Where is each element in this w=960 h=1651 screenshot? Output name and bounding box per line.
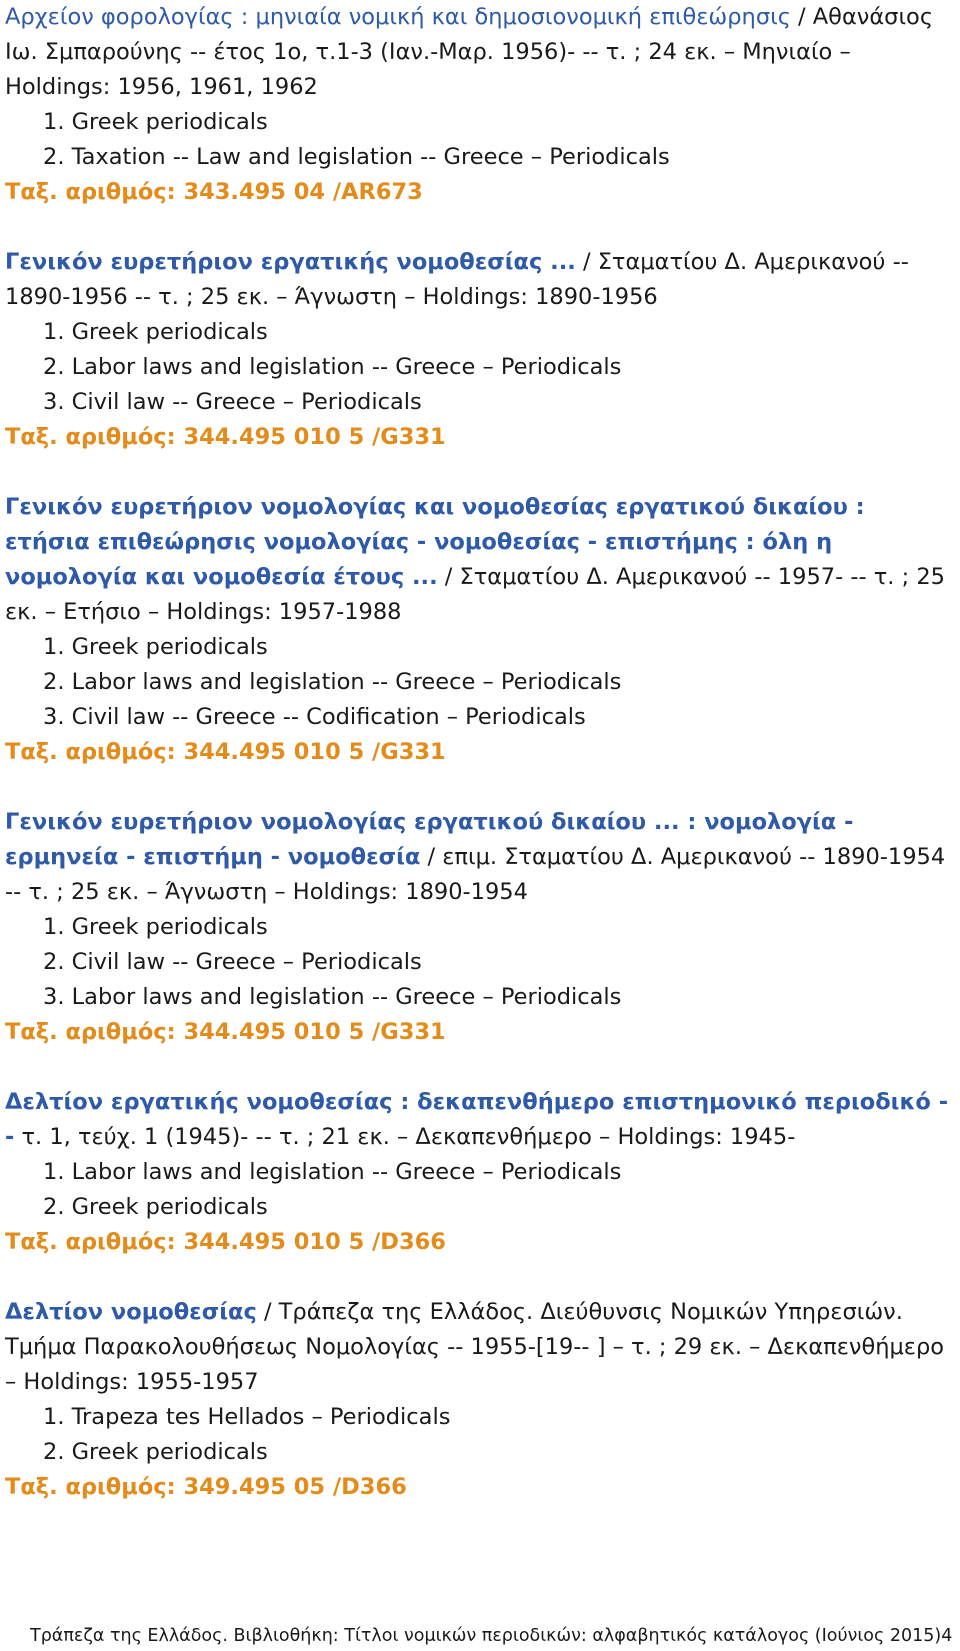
entry-details: / Σταματίου Δ. Αμερικανού -- 1957- -- τ. ; 25 εκ. – Ετήσιο – Holdings: 1957-1988 [5, 564, 945, 625]
call-number: Ταξ. αριθμός: 349.495 05 /D366 [5, 1474, 407, 1500]
catalog-entry [5, 805, 955, 1050]
subject-item: 3. Civil law -- Greece -- Codification – Periodicals [43, 704, 586, 730]
call-number: Ταξ. αριθμός: 344.495 010 5 /G331 [5, 424, 446, 450]
subject-item: 3. Labor laws and legislation -- Greece – Periodicals [43, 984, 622, 1010]
subject-item: 2. Labor laws and legislation -- Greece – Periodicals [43, 354, 622, 380]
entry-details: / Αθανάσιος Ιω. Σμπαρούνης -- έτος 1ο, τ.1-3 (Ιαν.-Μαρ. 1956)- -- τ. ; 24 εκ. – Μηνιαίο – Holdings: 1956, 1961, 1962 [5, 4, 934, 100]
subject-item: 2. Labor laws and legislation -- Greece – Periodicals [43, 669, 622, 695]
subject-item: 1. Labor laws and legislation -- Greece – Periodicals [43, 1159, 622, 1185]
subject-item: 1. Greek periodicals [43, 319, 268, 345]
entry-title: Γενικόν ευρετήριον εργατικής νομοθεσίας ... [5, 249, 576, 275]
subject-list [5, 315, 955, 420]
entry-details: / επιμ. Σταματίου Δ. Αμερικανού -- 1890-1954 -- τ. ; 25 εκ. – Άγνωστη – Holdings: 1890-1954 [5, 844, 946, 905]
subject-list [5, 630, 955, 735]
entry-description [5, 245, 955, 315]
call-number: Ταξ. αριθμός: 344.495 010 5 /G331 [5, 739, 446, 765]
catalog-entry [5, 245, 955, 455]
entry-title: Γενικόν ευρετήριον νομολογίας εργατικού δικαίου ... : νομολογία - ερμηνεία - επιστήμη - νομοθεσία [5, 809, 854, 870]
subject-item: 1. Greek periodicals [43, 109, 268, 135]
page-footer [30, 1625, 952, 1647]
catalog-page [5, 0, 955, 1540]
subject-item: 2. Taxation -- Law and legislation -- Greece – Periodicals [43, 144, 670, 170]
catalog-entry [5, 490, 955, 770]
catalog-entry [5, 0, 955, 210]
entry-details: / Σταματίου Δ. Αμερικανού -- 1890-1956 -- τ. ; 25 εκ. – Άγνωστη – Holdings: 1890-1956 [5, 249, 909, 310]
entry-description [5, 0, 955, 105]
entry-title: Αρχείον φορολογίας : μηνιαία νομική και δημοσιονομική επιθεώρησις [5, 4, 791, 30]
subject-item: 2. Greek periodicals [43, 1439, 268, 1465]
subject-list [5, 1400, 955, 1470]
entry-details: τ. 1, τεύχ. 1 (1945)- -- τ. ; 21 εκ. – Δεκαπενθήμερο – Holdings: 1945- [14, 1124, 796, 1150]
entry-title: Δελτίον νομοθεσίας [5, 1299, 257, 1325]
subject-item: 3. Civil law -- Greece – Periodicals [43, 389, 422, 415]
catalog-entry [5, 1295, 955, 1505]
subject-list [5, 910, 955, 1015]
call-number: Ταξ. αριθμός: 344.495 010 5 /G331 [5, 1019, 446, 1045]
subject-list [5, 1155, 955, 1225]
entry-description [5, 1295, 955, 1400]
entry-description [5, 490, 955, 630]
entry-title: Δελτίον εργατικής νομοθεσίας : δεκαπενθήμερο επιστημονικό περιοδικό -- [5, 1089, 949, 1150]
call-number: Ταξ. αριθμός: 343.495 04 /AR673 [5, 179, 423, 205]
catalog-entry [5, 1085, 955, 1260]
footer-text: Τράπεζα της Ελλάδος. Βιβλιοθήκη: Τίτλοι νομικών περιοδικών: αλφαβητικός κατάλογος (Ιούνιος 2015) [30, 1626, 942, 1646]
entry-description [5, 805, 955, 910]
entry-description [5, 1085, 955, 1155]
subject-item: 1. Greek periodicals [43, 914, 268, 940]
entry-title: Γενικόν ευρετήριον νομολογίας και νομοθεσίας εργατικού δικαίου : ετήσια επιθεώρησις νομολογίας - νομοθεσίας - επιστήμης : όλη η νομολογία και νομοθεσία έτους ... [5, 494, 865, 590]
page-number: 4 [941, 1626, 953, 1646]
entry-details: / Τράπεζα της Ελλάδος. Διεύθυνσις Νομικών Υπηρεσιών. Τμήμα Παρακολουθήσεως Νομολογίας -- 1955-[19-- ] – τ. ; 29 εκ. – Δεκαπενθήμερο – Holdings: 1955-1957 [5, 1299, 945, 1395]
subject-item: 1. Greek periodicals [43, 634, 268, 660]
subject-list [5, 105, 955, 175]
call-number: Ταξ. αριθμός: 344.495 010 5 /D366 [5, 1229, 446, 1255]
subject-item: 2. Civil law -- Greece – Periodicals [43, 949, 422, 975]
subject-item: 1. Trapeza tes Hellados – Periodicals [43, 1404, 451, 1430]
subject-item: 2. Greek periodicals [43, 1194, 268, 1220]
